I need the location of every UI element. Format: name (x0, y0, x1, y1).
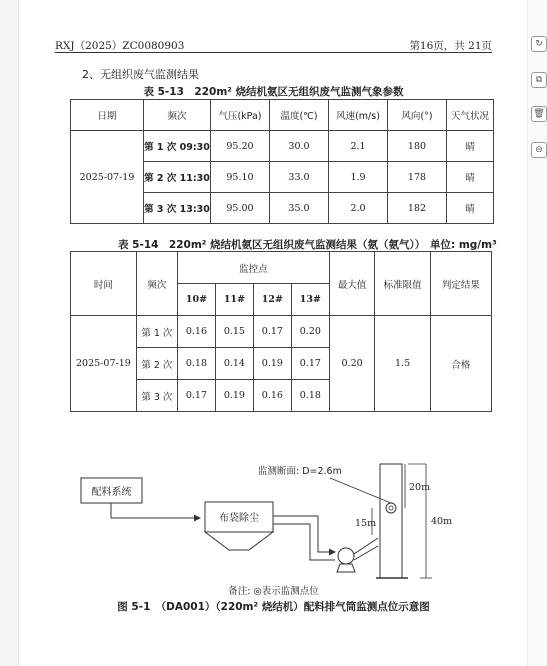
wind-dir-cell: 178 (388, 162, 447, 193)
limit-cell: 1.5 (375, 316, 430, 412)
duct-line (354, 538, 378, 554)
freq-cell: 第 1 次 09:30 (144, 131, 211, 162)
table-header-cell: 日期 (71, 100, 144, 131)
table1-caption: 表 5-13 220m² 烧结机氨区无组织废气监测气象参数 (143, 86, 404, 98)
value-cell: 0.20 (291, 316, 329, 348)
bag-filter-hopper (205, 532, 273, 550)
table-header-cell: 天气状况 (447, 100, 494, 131)
date-cell: 2025-07-19 (71, 131, 144, 224)
freq-cell: 第 1 次 (136, 316, 177, 348)
dim-40m: 40m (431, 516, 453, 527)
value-cell: 0.18 (291, 380, 329, 412)
table-header-cell: 风速(m/s) (329, 100, 388, 131)
duct-line (354, 546, 378, 560)
fan-icon (338, 548, 354, 564)
wind-speed-cell: 1.9 (329, 162, 388, 193)
value-cell: 0.19 (253, 348, 291, 380)
table-row (71, 316, 492, 348)
freq-cell: 第 3 次 (136, 380, 177, 412)
value-cell: 0.14 (215, 348, 253, 380)
zoom-out-icon[interactable]: ⊖ (531, 142, 547, 158)
wind-dir-cell: 182 (388, 193, 447, 224)
value-cell: 0.18 (177, 348, 215, 380)
table-header-cell: 气压(kPa) (211, 100, 270, 131)
section-title: 2、无组织废气监测结果 (82, 68, 199, 81)
flow-line (273, 516, 335, 552)
max-value-cell: 0.20 (329, 316, 375, 412)
figure-note: 备注: ◎表示监测点位 (228, 586, 319, 597)
batching-system-label: 配料系统 (91, 487, 132, 498)
exhaust-stack (380, 464, 402, 578)
pressure-cell: 95.00 (211, 193, 270, 224)
freq-cell: 第 2 次 (136, 348, 177, 380)
flow-line (273, 524, 335, 560)
section-label: 监测断面: D=2.6m (258, 466, 342, 477)
table-header-row (71, 100, 494, 131)
copy-icon[interactable]: ⧉ (531, 72, 547, 88)
weather-cell: 晴 (447, 131, 494, 162)
value-cell: 0.16 (177, 316, 215, 348)
table-header-cell: 监控点 (177, 252, 329, 284)
point-header-cell: 11# (215, 284, 253, 316)
figure-caption: 图 5-1 （DA001）（220m² 烧结机）配料排气筒监测点位示意图 (117, 601, 430, 613)
freq-cell: 第 3 次 13:30 (144, 193, 211, 224)
table-header-cell: 频次 (144, 100, 211, 131)
temp-cell: 30.0 (270, 131, 329, 162)
table-header-cell: 风向(°) (388, 100, 447, 131)
value-cell: 0.19 (215, 380, 253, 412)
wind-speed-cell: 2.1 (329, 131, 388, 162)
table2-caption-text: 表 5-14 220m² 烧结机氨区无组织废气监测结果（氨（氨气）） (118, 239, 426, 251)
rotate-icon[interactable]: ↻ (531, 36, 547, 52)
wind-speed-cell: 2.0 (329, 193, 388, 224)
weather-params-table (70, 99, 494, 224)
table-row (71, 131, 494, 162)
table-header-cell: 标准限值 (375, 252, 430, 316)
page-number: 第16页，共 21页 (409, 40, 492, 52)
dim-20m: 20m (409, 482, 431, 493)
point-header-cell: 10# (177, 284, 215, 316)
table2-caption (118, 237, 497, 252)
table2-unit: 单位: mg/m³ (430, 239, 497, 251)
table-header-cell: 温度(℃) (270, 100, 329, 131)
table-header-cell: 判定结果 (430, 252, 491, 316)
value-cell: 0.15 (215, 316, 253, 348)
value-cell: 0.17 (253, 316, 291, 348)
value-cell: 0.17 (177, 380, 215, 412)
flow-line (111, 503, 200, 518)
value-cell: 0.17 (291, 348, 329, 380)
dim-15m: 15m (355, 518, 377, 529)
weather-cell: 晴 (447, 162, 494, 193)
bag-filter-label: 布袋除尘 (219, 513, 259, 524)
fan-base (337, 564, 355, 572)
value-cell: 0.16 (253, 380, 291, 412)
weather-cell: 晴 (447, 193, 494, 224)
report-number: RXJ（2025）ZC0080903 (55, 40, 185, 52)
ammonia-results-table (70, 251, 492, 412)
point-header-cell: 13# (291, 284, 329, 316)
table-header-cell: 最大值 (329, 252, 375, 316)
table-header-cell: 频次 (136, 252, 177, 316)
page-header (55, 38, 492, 53)
wind-dir-cell: 180 (388, 131, 447, 162)
pressure-cell: 95.10 (211, 162, 270, 193)
monitoring-point-inner (389, 506, 393, 510)
monitoring-point-diagram (0, 450, 547, 582)
temp-cell: 35.0 (270, 193, 329, 224)
point-header-cell: 12# (253, 284, 291, 316)
judge-cell: 合格 (430, 316, 491, 412)
temp-cell: 33.0 (270, 162, 329, 193)
trash-icon[interactable]: 🗑 (531, 106, 547, 122)
table-header-row (71, 252, 492, 284)
date-cell: 2025-07-19 (71, 316, 137, 412)
pressure-cell: 95.20 (211, 131, 270, 162)
freq-cell: 第 2 次 11:30 (144, 162, 211, 193)
table-header-cell: 时间 (71, 252, 137, 316)
